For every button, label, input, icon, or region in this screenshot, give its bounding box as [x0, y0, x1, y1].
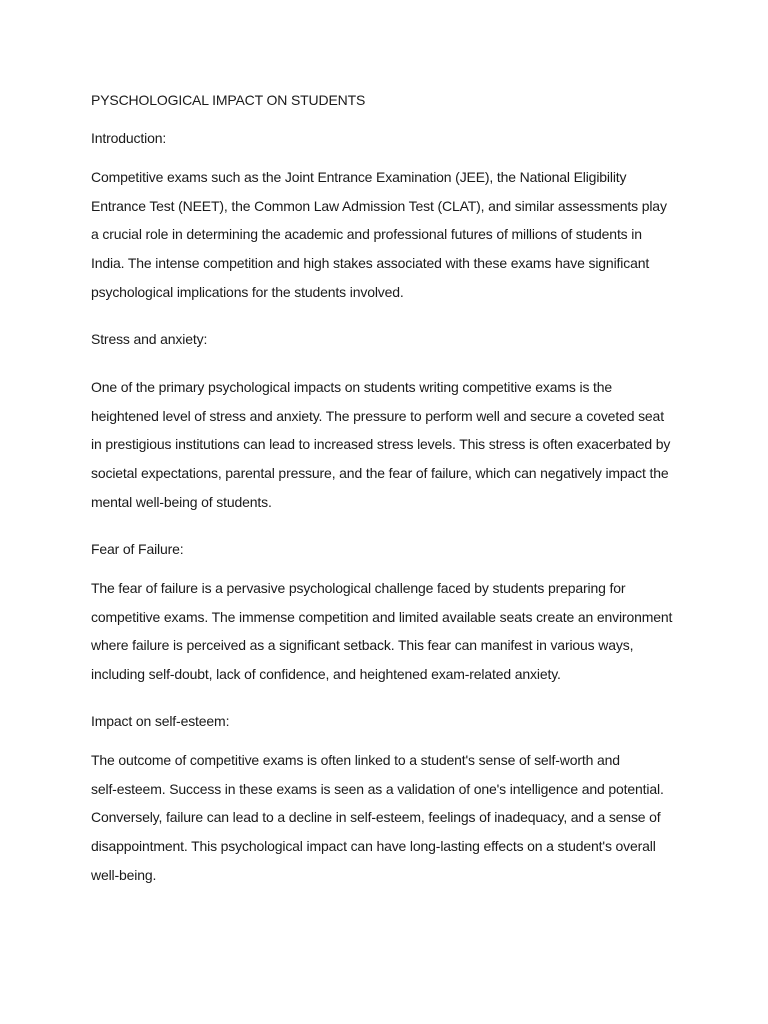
section-heading-fear-of-failure: Fear of Failure:	[91, 541, 184, 557]
section-body-fear-of-failure: The fear of failure is a pervasive psychological challenge faced by students preparing for competitive exams. The immense competition and limited available seats create an environment where failure is perceived as a significant setback. This fear can manifest in various ways, including self-doubt, lack of confidence, and heightened exam-related anxiety.	[91, 580, 673, 683]
section-body-introduction: Competitive exams such as the Joint Entrance Examination (JEE), the National Eligibility Entrance Test (NEET), the Common Law Admission Test (CLAT), and similar assessments play a crucial role in determining the academic and professional futures of millions of students in India. The intense competition and high stakes associated with these exams have significant psychological implications for the students involved.	[91, 169, 667, 300]
document-title: PYSCHOLOGICAL IMPACT ON STUDENTS	[91, 92, 366, 108]
section-body-stress-anxiety: One of the primary psychological impacts on students writing competitive exams is the heightened level of stress and anxiety. The pressure to perform well and secure a coveted seat in prestigious institutions can lead to increased stress levels. This stress is often exacerbated by societal expectations, parental pressure, and the fear of failure, which can negatively impact the mental well-being of students.	[91, 379, 671, 510]
section-heading-self-esteem: Impact on self-esteem:	[91, 713, 230, 729]
section-heading-stress-anxiety: Stress and anxiety:	[91, 331, 208, 347]
section-body-self-esteem: The outcome of competitive exams is often linked to a student's sense of self-worth and self-esteem. Success in these exams is seen as a validation of one's intelligence and potential. Conversely, failure can lead to a decline in self-esteem, feelings of inadequacy, and a sense of disappointment. This psychological impact can have long-lasting effects on a student's overall well-being.	[91, 752, 664, 883]
section-heading-introduction: Introduction:	[91, 130, 167, 146]
